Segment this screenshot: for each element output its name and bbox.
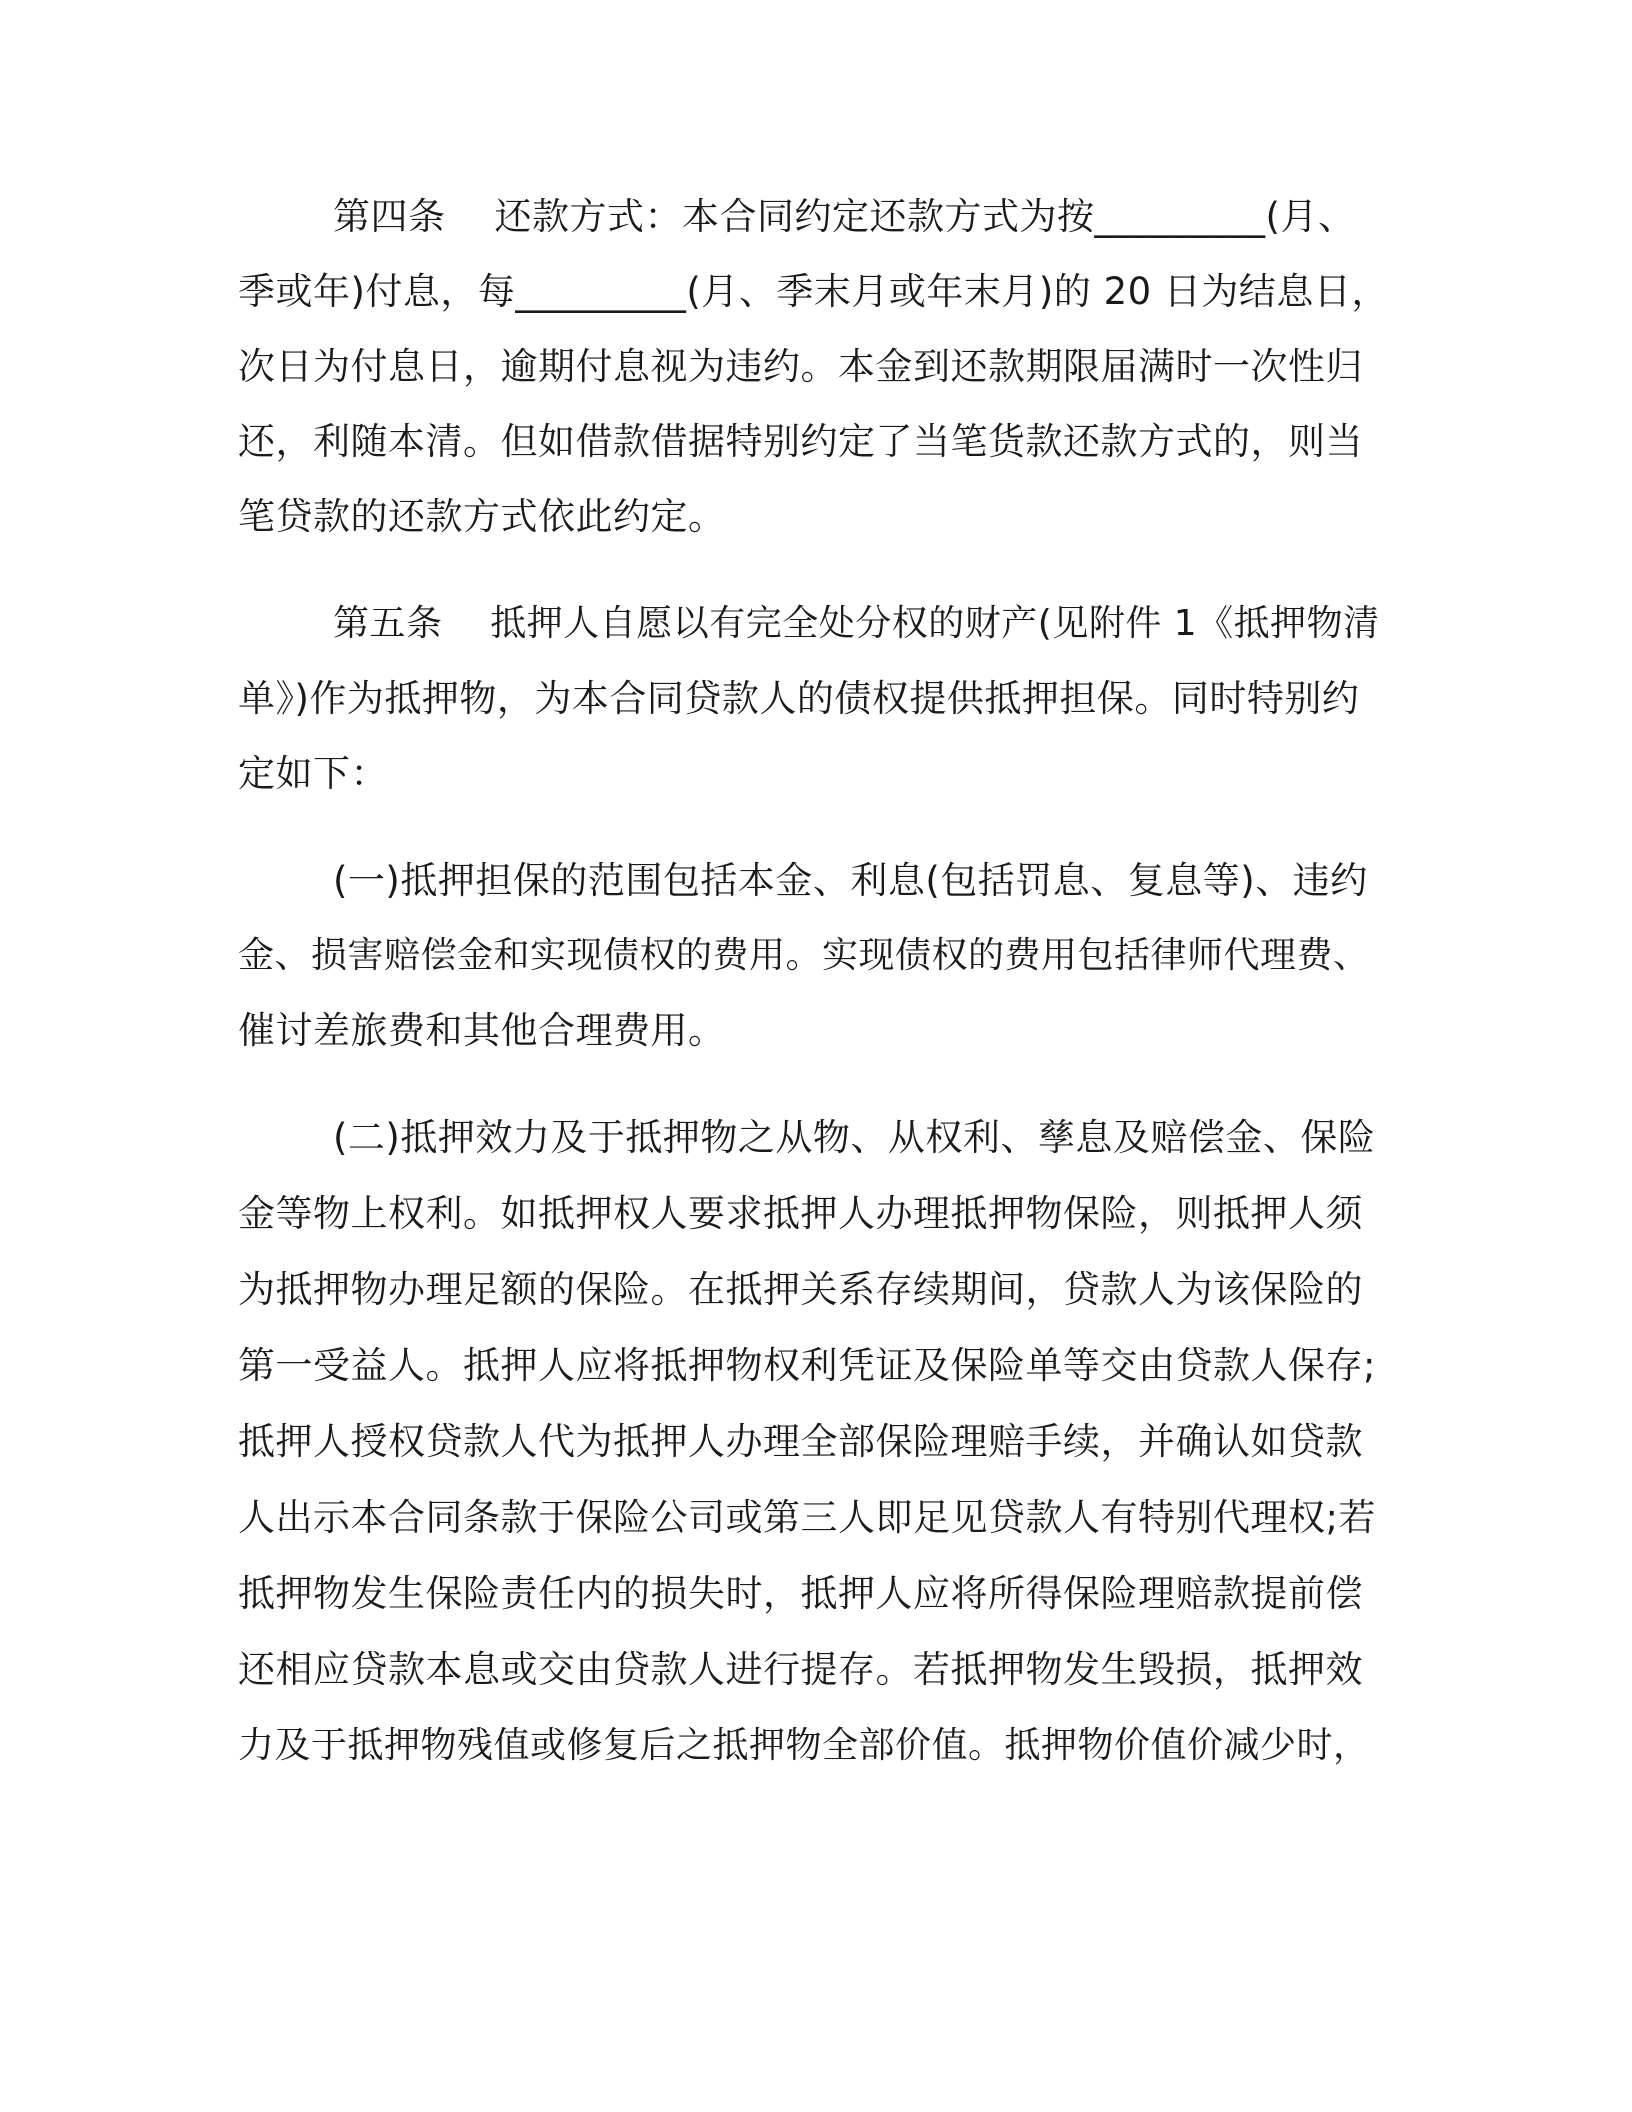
paragraph-line: 笔贷款的还款方式依此约定。	[238, 495, 726, 538]
paragraph-line: 人出示本合同条款于保险公司或第三人即足见贷款人有特别代理权;若	[238, 1496, 1376, 1539]
paragraph-line: 抵押人授权贷款人代为抵押人办理全部保险理赔手续，并确认如贷款	[238, 1420, 1363, 1463]
paragraph-line: 定如下：	[238, 752, 388, 795]
paragraph-line: 第一受益人。抵押人应将抵押物权利凭证及保险单等交由贷款人保存;	[238, 1344, 1376, 1387]
paragraph-line: 金、损害赔偿金和实现债权的费用。实现债权的费用包括律师代理费、	[238, 935, 1370, 976]
paragraph-line: 还，利随本清。但如借款借据特别约定了当笔货款还款方式的，则当	[238, 420, 1363, 463]
paragraph-line: 为抵押物办理足额的保险。在抵押关系存续期间，贷款人为该保险的	[238, 1268, 1363, 1311]
paragraph-line: (二)抵押效力及于抵押物之从物、从权利、孳息及赔偿金、保险	[333, 1116, 1376, 1159]
paragraph-line: (一)抵押担保的范围包括本金、利息(包括罚息、复息等)、违约	[333, 859, 1368, 902]
paragraph-line: 金等物上权利。如抵押权人要求抵押人办理抵押物保险，则抵押人须	[238, 1192, 1363, 1235]
paragraph-line: 还相应贷款本息或交由贷款人进行提存。若抵押物发生毁损，抵押效	[238, 1648, 1363, 1691]
paragraph-line: 催讨差旅费和其他合理费用。	[238, 1009, 726, 1052]
paragraph-line: 第四条 还款方式：本合同约定还款方式为按_________(月、	[333, 195, 1356, 238]
paragraph-line: 次日为付息日，逾期付息视为违约。本金到还款期限届满时一次性归	[238, 345, 1363, 388]
paragraph-line: 第五条 抵押人自愿以有完全处分权的财产(见附件 1《抵押物清	[333, 603, 1380, 644]
paragraph-line: 力及于抵押物残值或修复后之抵押物全部价值。抵押物价值价减少时，	[238, 1725, 1370, 1766]
paragraph-line: 季或年)付息，每_________(月、季末月或年末月)的 20 日为结息日，	[238, 270, 1389, 313]
paragraph-line: 抵押物发生保险责任内的损失时，抵押人应将所得保险理赔款提前偿	[238, 1572, 1363, 1615]
paragraph-line: 单》)作为抵押物，为本合同贷款人的债权提供抵押担保。同时特别约	[238, 677, 1360, 720]
